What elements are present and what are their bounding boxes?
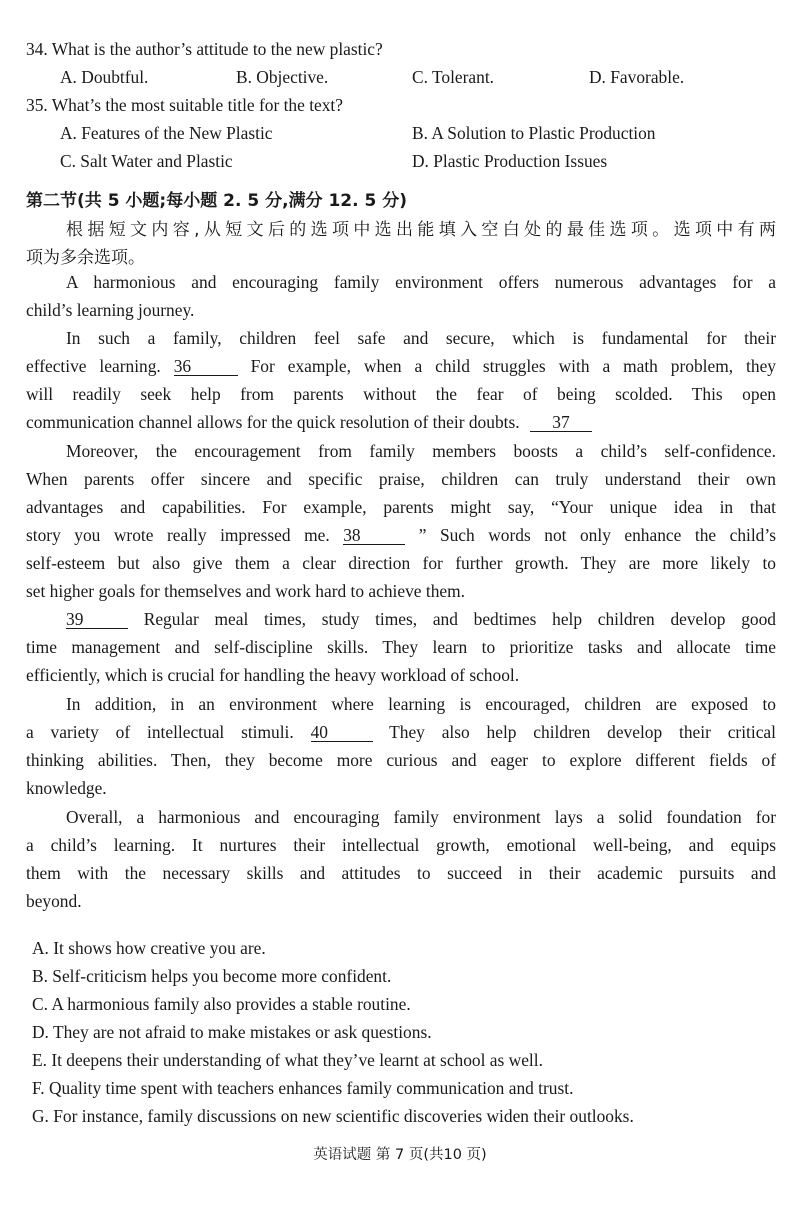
passage-line: them with the necessary skills and attitudes to succeed in their academic pursuits and (26, 863, 776, 883)
choice-f[interactable]: F. Quality time spent with teachers enhances family communication and trust. (32, 1078, 574, 1098)
question-34-option-a: A. Doubtful. (60, 67, 149, 87)
passage-line: set higher goals for themselves and work hard to achieve them. (26, 581, 465, 601)
passage-text: story you wrote really impressed me. (26, 525, 330, 545)
passage-line: Overall, a harmonious and encouraging family environment lays a solid foundation for (66, 807, 776, 827)
passage-line (26, 412, 592, 433)
page-footer: 英语试题 第 7 页(共10 页) (313, 1147, 487, 1163)
passage-line: thinking abilities. Then, they become more curious and eager to explore different fields of (26, 750, 776, 770)
passage-text: a variety of intellectual stimuli. (26, 722, 294, 742)
passage-line: Moreover, the encouragement from family members boosts a child’s self-confidence. (66, 441, 776, 461)
passage-line (26, 525, 776, 546)
passage-line: advantages and capabilities. For example, parents might say, “Your unique idea in that (26, 497, 776, 517)
section-instruction-line-1: 根据短文内容,从短文后的选项中选出能填入空白处的最佳选项。选项中有两 (66, 220, 776, 240)
passage-line: child’s learning journey. (26, 300, 195, 320)
choice-e[interactable]: E. It deepens their understanding of what they’ve learnt at school as well. (32, 1050, 543, 1070)
passage-text: For example, when a child struggles with a math problem, they (250, 356, 776, 376)
passage-line (66, 609, 776, 630)
passage-text: Regular meal times, study times, and bedtimes help children develop good (143, 609, 776, 629)
passage-text: effective learning. (26, 356, 161, 376)
question-35-option-a: A. Features of the New Plastic (60, 123, 273, 143)
choice-g[interactable]: G. For instance, family discussions on new scientific discoveries widen their outlooks. (32, 1106, 634, 1126)
choice-c[interactable]: C. A harmonious family also provides a stable routine. (32, 994, 411, 1014)
question-35-stem: 35. What’s the most suitable title for the text? (26, 95, 343, 115)
passage-text: They also help children develop their critical (389, 722, 776, 742)
question-34-option-d: D. Favorable. (589, 67, 685, 87)
blank-38[interactable]: 38 (343, 527, 405, 545)
passage-line: will readily seek help from parents without the fear of being scolded. This open (26, 384, 776, 404)
question-34-option-c: C. Tolerant. (412, 67, 495, 87)
choice-d[interactable]: D. They are not afraid to make mistakes or ask questions. (32, 1022, 432, 1042)
question-34-option-b: B. Objective. (236, 67, 329, 87)
passage-line: In such a family, children feel safe and secure, which is fundamental for their (66, 328, 776, 348)
question-35-option-d: D. Plastic Production Issues (412, 151, 608, 171)
passage-line (26, 356, 776, 377)
question-34-stem: 34. What is the author’s attitude to the new plastic? (26, 39, 383, 59)
choice-a[interactable]: A. It shows how creative you are. (32, 938, 266, 958)
passage-line: A harmonious and encouraging family environment offers numerous advantages for a (66, 272, 776, 292)
section-instruction-line-2: 项为多余选项。 (26, 248, 145, 268)
blank-40[interactable]: 40 (311, 724, 373, 742)
section-title: 第二节(共 5 小题;每小题 2. 5 分,满分 12. 5 分) (26, 191, 408, 211)
passage-line: beyond. (26, 891, 82, 911)
passage-line: time management and self-discipline skills. They learn to prioritize tasks and allocate time (26, 637, 776, 657)
blank-36[interactable]: 36 (174, 358, 238, 376)
blank-39[interactable]: 39 (66, 611, 128, 629)
choice-b[interactable]: B. Self-criticism helps you become more confident. (32, 966, 392, 986)
question-35-option-c: C. Salt Water and Plastic (60, 151, 233, 171)
passage-line: a child’s learning. It nurtures their intellectual growth, emotional well-being, and equips (26, 835, 776, 855)
passage-line: When parents offer sincere and specific praise, children can truly understand their own (26, 469, 776, 489)
passage-line (26, 722, 776, 743)
passage-line: self-esteem but also give them a clear direction for further growth. They are more likely to (26, 553, 776, 573)
passage-text: ” Such words not only enhance the child’s (418, 525, 776, 545)
blank-37[interactable]: 37 (530, 414, 592, 432)
passage-line: knowledge. (26, 778, 107, 798)
passage-text: communication channel allows for the quick resolution of their doubts. (26, 412, 520, 432)
question-35-option-b: B. A Solution to Plastic Production (412, 123, 656, 143)
passage-line: efficiently, which is crucial for handling the heavy workload of school. (26, 665, 520, 685)
passage-line: In addition, in an environment where learning is encouraged, children are exposed to (66, 694, 776, 714)
